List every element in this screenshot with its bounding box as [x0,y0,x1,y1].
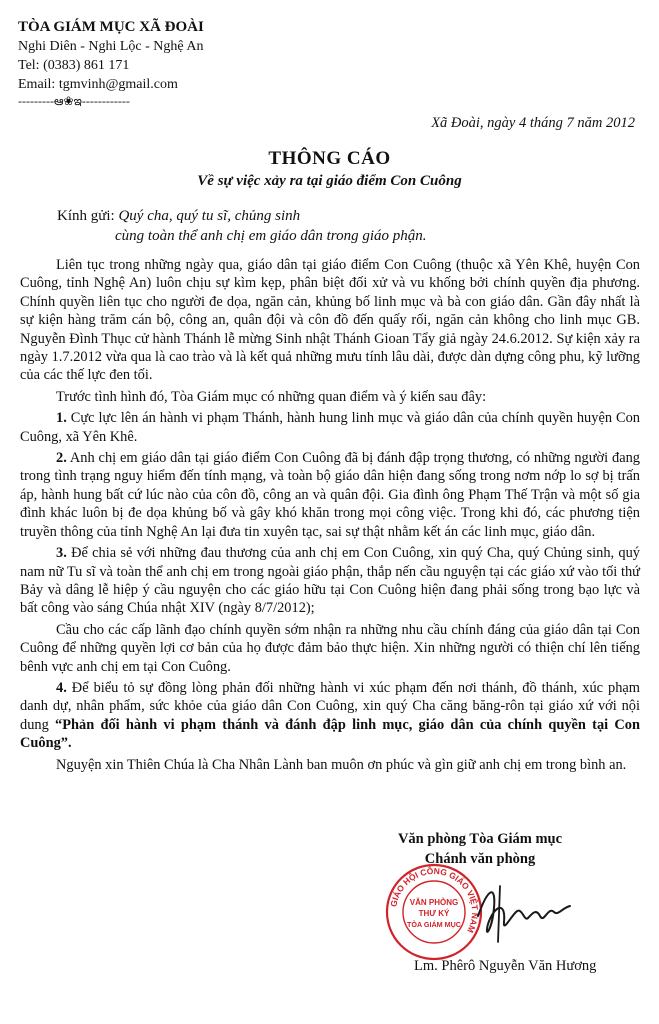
dateline: Xã Đoài, ngày 4 tháng 7 năm 2012 [431,115,635,131]
handwritten-signature [470,878,580,948]
point-3 [20,544,640,618]
point-text: Để biểu tỏ sự đồng lòng phản đối những hành vi xúc phạm đến nơi thánh, đồ thánh, xúc phạm danh dự, nhân phẩm, sức khỏe của giáo dân Con Cuông, xin quý Cha căng băng-rôn tại giáo xứ với nội dung [20,679,640,733]
letterhead [18,18,204,108]
recipient-prefix: Kính gửi: [57,208,119,224]
recipient-line-2: cùng toàn thể anh chị em giáo dân trong giáo phận. [115,228,427,244]
point-number: 1. [56,410,67,427]
org-address: Nghi Diên - Nghi Lộc - Nghệ An [18,39,204,54]
point-text: Anh chị em giáo dân tại giáo điểm Con Cuông đã bị đánh đập trọng thương, có những người đang trong tình trạng nguy hiểm đến tính mạng, và toàn bộ giáo dân hiện đang sống trong nơm nớp lo sợ bị trấn áp, hành hung bất cứ lúc nào của côn đồ, công an và quân đội. Gia đình ông Phạm Thế Trận và một số gia đình khác luôn bị đe dọa khủng bố và gây khó khăn trong mọi công việc. Trong khi đó, các phương tiện truyền thông của tỉnh Nghệ An lại đưa tin xuyên tạc, sai sự thật nhằm kết án các linh mục, giáo dân. [20,450,640,540]
point-2 [20,449,640,541]
recipient-line-1: Quý cha, quý tu sĩ, chủng sinh [118,208,301,224]
point-text: Để chia sẻ với những đau thương của anh chị em Con Cuông, xin quý Cha, quý Chủng sinh, quý nam nữ Tu sĩ và toàn thể anh chị em trong ngoài giáo phận, thắp nến cầu nguyện tại các giáo xứ vào tối thứ Bảy và dâng lễ hiệp ý cầu nguyện cho các giáo hữu tại Con Cuông hiện đang phải sống trong bạo lực và bất công vào sáng Chúa nhật XIV (ngày 8/7/2012); [20,545,640,617]
document-subtitle: Về sự việc xảy ra tại giáo điểm Con Cuông [197,173,462,189]
paragraph: Liên tục trong những ngày qua, giáo dân tại giáo điểm Con Cuông (thuộc xã Yên Khê, huyện Con Cuông, tỉnh Nghệ An) luôn chịu sự kìm kẹp, phân biệt đối xử và vu khống bởi chính quyền địa phương. Chính quyền liên tục cho người đe dọa, ngăn cản, khủng bố linh mục và bà con giáo dân. Gần đây nhất là sự kiện hàng trăm cán bộ, công an, quân đội và côn đồ đến quấy rối, ngăn cản không cho linh mục GB. Nguyễn Đình Thục cử hành Thánh lễ mừng Sinh nhật Thánh Gioan Tẩy giả ngày 24.6.2012. Sự kiện xảy ra ngày 1.7.2012 vừa qua là cao trào và là kết quả những mưu tính lâu dài, được dàn dựng công phu, kỹ lưỡng của các thế lực đen tối. [20,257,640,384]
paragraph: Trước tình hình đó, Tòa Giám mục có những quan điểm và ý kiến sau đây: [56,388,487,405]
point-number: 3. [56,545,67,562]
org-tel: Tel: (0383) 861 171 [18,58,130,73]
signature-office: Văn phòng Tòa Giám mục [397,831,563,847]
document-body [20,256,640,777]
stamp-inner-2: THƯ KÝ [418,909,450,918]
point-text: Cực lực lên án hành vi phạm Thánh, hành hung linh mục và giáo dân của chính quyền huyện Con Cuông, xã Yên Khê. [20,410,640,445]
stamp-inner-3: TÒA GIÁM MỤC [406,920,462,929]
stamp-ring-text: GIÁO HỘI CÔNG GIÁO VIỆT NAM [388,865,481,935]
org-name: TÒA GIÁM MỤC XÃ ĐOÀI [18,19,204,35]
point-1 [20,409,640,446]
document-title: THÔNG CÁO [268,148,391,169]
signature-role: Chánh văn phòng [424,851,536,867]
header-divider: ---------ఆ❀ఇ------------ [18,94,130,108]
paragraph: Cầu cho các cấp lãnh đạo chính quyền sớm nhận ra những nhu cầu chính đáng của giáo dân tại Con Cuông để những quyền lợi cơ bản của họ được đảm bảo thực hiện. Xin những người có thiện chí lên tiếng bênh vực anh chị em tại Con Cuông. [20,621,640,675]
official-stamp [384,862,484,962]
org-email: Email: tgmvinh@gmail.com [18,77,178,92]
recipient-block [57,206,427,246]
closing-paragraph: Nguyện xin Thiên Chúa là Cha Nhân Lành ban muôn ơn phúc và gìn giữ anh chị em trong bình an. [56,756,627,773]
banner-slogan: “Phản đối hành vi phạm thánh và đánh đập linh mục, giáo dân của chính quyền tại Con Cuông”. [20,716,640,752]
point-4 [20,679,640,753]
signer-name: Lm. Phêrô Nguyễn Văn Hương [414,958,597,974]
point-number: 4. [56,679,67,696]
point-number: 2. [56,450,67,467]
stamp-inner-1: VĂN PHÒNG [409,898,459,907]
